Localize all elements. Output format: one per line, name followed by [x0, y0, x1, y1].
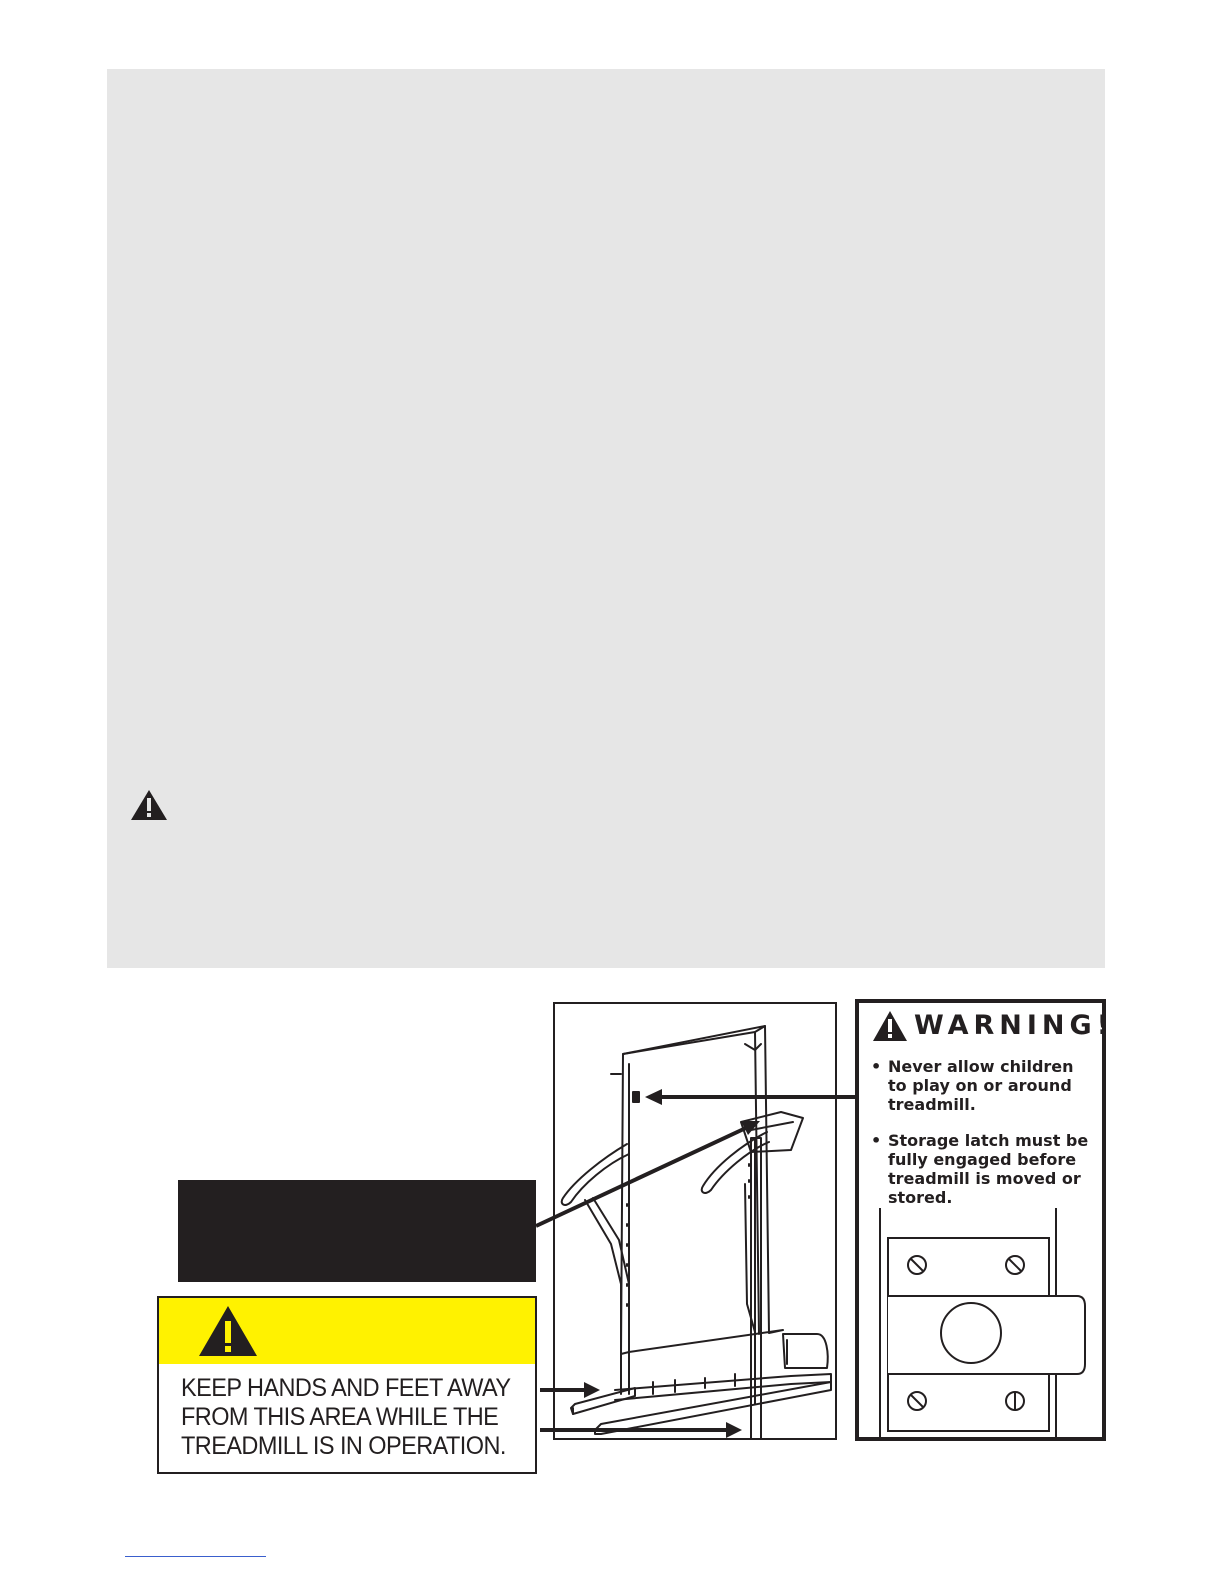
- caution-text: [181, 1374, 511, 1461]
- caution-line: KEEP HANDS AND FEET AWAY: [181, 1374, 511, 1402]
- warning-bullet-line: stored.: [888, 1188, 953, 1207]
- treadmill-illustration-frame: [553, 1002, 837, 1440]
- warning-bullet: • Never allow children to play on or around treadmill.: [871, 1057, 1101, 1114]
- caution-triangle-icon: [197, 1304, 259, 1358]
- warning-triangle-icon: [872, 1010, 908, 1042]
- warning-triangle-icon: [130, 789, 168, 821]
- caution-line: TREADMILL IS IN OPERATION.: [181, 1432, 506, 1460]
- storage-latch-diagram: [859, 1208, 1102, 1438]
- page-link-underline[interactable]: [125, 1556, 266, 1557]
- warning-bullet-line: Storage latch must be: [888, 1131, 1089, 1150]
- safety-instructions-panel: [107, 69, 1105, 968]
- warning-title: WARNING!: [914, 1010, 1114, 1041]
- caution-header: [159, 1298, 535, 1364]
- treadmill-illustration: [555, 1004, 835, 1438]
- warning-bullet: • Storage latch must be fully engaged before treadmill is moved or stored.: [871, 1131, 1101, 1207]
- warning-bullet-line: to play on or around: [888, 1076, 1072, 1095]
- warning-bullet-line: Never allow children: [888, 1057, 1074, 1076]
- warning-bullet-line: treadmill.: [888, 1095, 976, 1114]
- warning-bullet-line: fully engaged before: [888, 1150, 1077, 1169]
- caution-line: FROM THIS AREA WHILE THE: [181, 1403, 499, 1431]
- caution-decal: [157, 1296, 537, 1474]
- warning-bullet-line: treadmill is moved or: [888, 1169, 1081, 1188]
- black-warning-decal: [178, 1180, 536, 1282]
